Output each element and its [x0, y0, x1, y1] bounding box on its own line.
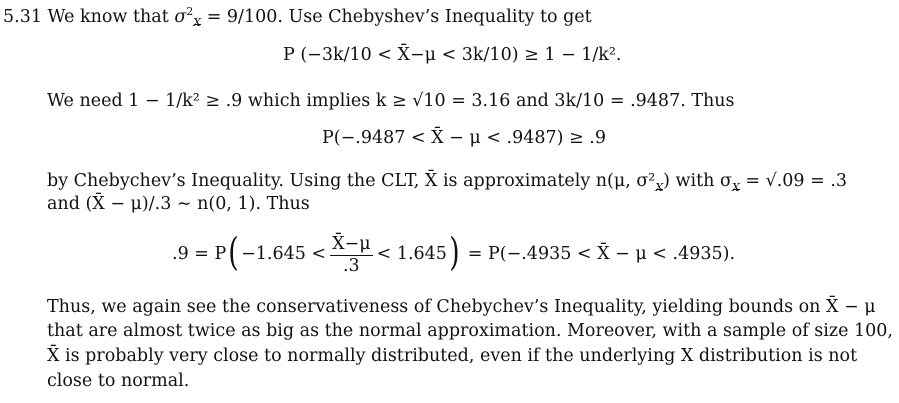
equation-normal-approx — [172, 230, 735, 278]
problem-number: 5.31 — [3, 7, 42, 27]
equation-2-text: P(−.9487 < X̄ − μ < .9487) ≥ .9 — [322, 128, 606, 148]
clt-sub-2: X — [731, 180, 740, 194]
fraction-numerator: X̄−μ — [332, 233, 371, 254]
sigma-symbol: σ — [174, 7, 187, 27]
sigma-subsup: $^2_X$ — [186, 4, 202, 30]
paragraph-line-2 — [47, 320, 893, 342]
para-text-1: Thus, we again see the conservativeness of Chebychev’s Inequality, yielding bounds on X̄ − μ — [47, 297, 876, 317]
fraction — [330, 233, 373, 276]
clt-line — [47, 170, 847, 192]
standardize-line — [47, 193, 310, 215]
intro-text: We know that — [47, 7, 169, 27]
clt-text-2: ) with σ — [663, 171, 732, 191]
paragraph-line-3 — [47, 345, 857, 367]
paragraph-line-1 — [47, 296, 876, 318]
left-paren: ( — [228, 230, 239, 274]
equation-chebyshev-result — [322, 127, 606, 149]
standardize-text: and (X̄ − μ)/.3 ∼ n(0, 1). Thus — [47, 194, 310, 214]
equation-1-text: P (−3k/10 < X̄−μ < 3k/10) ≥ 1 − 1/k². — [283, 45, 622, 65]
need-k-line — [47, 90, 735, 112]
eq3-rhs: = P(−.4935 < X̄ − μ < .4935). — [467, 244, 736, 264]
para-text-4: close to normal. — [47, 371, 190, 391]
equation-chebyshev-bound — [283, 44, 621, 66]
paragraph-line-4 — [47, 370, 189, 392]
clt-sub-1: X — [655, 180, 664, 194]
problem-header-line — [3, 6, 592, 28]
eq3-left-val: −1.645 < — [241, 244, 327, 264]
intro-sigma-value: = 9/100. Use Chebyshev’s Inequality to get — [201, 7, 592, 27]
clt-text-1: by Chebychev’s Inequality. Using the CLT, X̄ is approximately n(μ, σ² — [47, 171, 656, 191]
para-text-2: that are almost twice as big as the normal approximation. Moreover, with a sample of size 100, — [47, 321, 893, 341]
fraction-denominator: .3 — [342, 255, 360, 276]
para-text-3: X̄ is probably very close to normally distributed, even if the underlying X distribution is not — [47, 346, 858, 366]
clt-text-3: = √.09 = .3 — [739, 171, 848, 191]
right-paren: ) — [449, 230, 460, 274]
eq3-right-val: < 1.645 — [376, 244, 447, 264]
eq3-lhs: .9 = P — [172, 244, 227, 264]
need-k-text: We need 1 − 1/k² ≥ .9 which implies k ≥ √10 = 3.16 and 3k/10 = .9487. Thus — [47, 91, 735, 111]
